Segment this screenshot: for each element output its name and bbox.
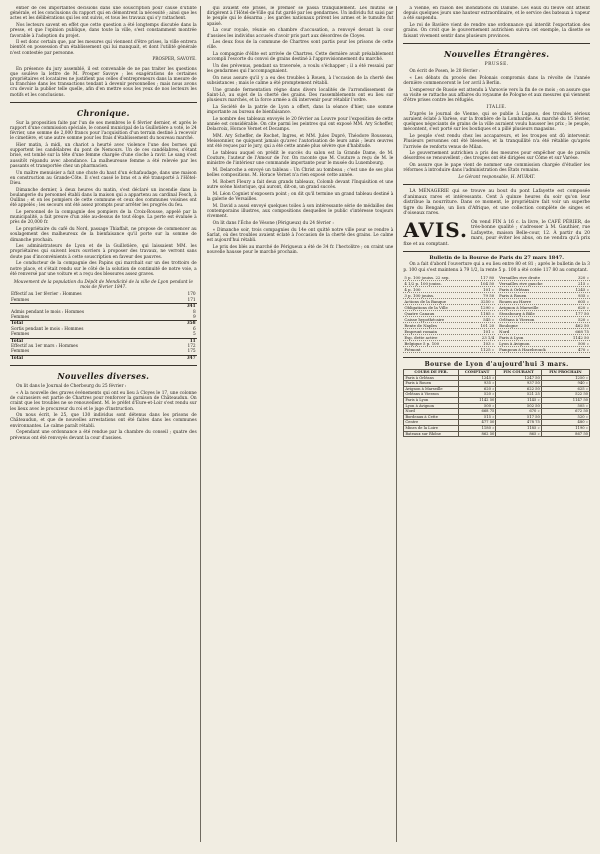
bourse-line-name: Bordeaux à Cette	[404, 414, 459, 420]
bourse-price: 1250 »	[541, 375, 589, 381]
bourse-price: 520 »	[458, 392, 495, 398]
paragraph: Sur la proposition faite par l'un de ses membres le 6 février dernier, et après le rapport d'une commission spéciale, le conseil municipal de la Guillotière a voté, le 24 février, une somme de 2,000 francs pour l'acquisition d'un terrain destiné à recevoir le cimetière, et une autre somme pour les frais d'établissement du nouveau marché.	[10, 120, 197, 142]
security-price: 470 »	[565, 346, 590, 352]
bourse-line-name: Orléans à Vierzon	[404, 392, 459, 398]
bourse-price: 1185 »	[496, 426, 541, 432]
population-label: Admis pendant le mois : Hommes	[11, 309, 85, 315]
paragraph: Les administrateurs de Lyon et de la Guillotière, qui laissaient MM. les propriétaires qui suivent leurs ouvriers à proposer des travaux, ne verront sans doute pas d'inconvénients à cette souscription en faveur des pauvres.	[10, 244, 197, 260]
subhead-prusse: PRUSSE.	[484, 61, 509, 67]
avis-heading: AVIS.	[403, 217, 468, 242]
bourse-line-name: Paris à Rouen	[404, 381, 459, 387]
paragraph: Un maître menuisier a fait une chute du haut d'un échafaudage, dans une maison en construction au Grande-Côte. Il s'est cassé le bras et a été transporté à l'Hôtel-Dieu.	[10, 170, 197, 186]
paragraph: « A la nouvelle des graves événements qui ont eu lieu à Cloyes le 17, une colonne de cuirassiers est partie de Chartres pour renforcer la garnison de Châteaudun. On craint que les troubles ne se renouvellent. M. le préfet d'Eure-et-Loir s'est rendu sur les lieux avec le procureur du roi et le juge d'instruction.	[10, 390, 197, 412]
bourse-row	[404, 431, 590, 437]
paragraph: « Dimanche soir, trois compagnies du 14e ont quitté notre ville pour se rendre à Sarlat, où des troubles avaient éclaté à l'occasion de la cherté des grains. Le calme est aujourd'hui rétabli.	[206, 227, 394, 244]
bourse-header: FIN PROCHAIN	[541, 370, 589, 376]
security-price: 3250 »	[472, 298, 495, 304]
bourse-line-name: Nord	[404, 409, 459, 415]
bourse-price: 520 »	[541, 414, 589, 420]
security-name: Orléans à Vierzon	[498, 316, 565, 322]
security-price: 1125 »	[472, 346, 495, 352]
population-label: Femmes	[11, 314, 30, 320]
security-price: 605 »	[565, 298, 590, 304]
security-price: 101 »	[472, 328, 495, 334]
paragraph: M. Delaroche a envoyé un tableau : Un Christ au tombeau ; c'est une de ses plus belles compositions. M. Horace Vernet n'a rien exposé cette année.	[206, 168, 394, 179]
security-name: Obligations de la Ville	[403, 304, 472, 310]
price-row	[498, 346, 590, 352]
security-price: 935 »	[565, 292, 590, 298]
paragraph: Un des prévenus, pendant sa traversée, a voulu s'échapper ; il a été ressaisi par les gendarmes qui l'accompagnaient.	[206, 64, 394, 75]
bourse-price: 1245 »	[458, 375, 495, 381]
bourse-price: 862 50	[458, 431, 495, 437]
security-price: 103 »	[472, 340, 495, 346]
population-value: 358	[173, 321, 197, 327]
intro-signature: PROSPER, SAVOYE.	[152, 57, 197, 63]
bourse-price: 522 50	[541, 392, 589, 398]
population-value: 175	[187, 349, 196, 355]
bourse-line-name: Paris à Orléans	[404, 375, 459, 381]
paragraph: On nous assure qu'il y a eu des troubles à Rouen, à l'occasion de la cherté des subsistances ; mais le calme a été promptement rétabli.	[206, 75, 394, 87]
bourse-line-name: Paris à Lyon	[404, 398, 459, 404]
bourse-line-name: Avignon à Marseille	[404, 386, 459, 392]
paragraph: Le conducteur de la compagnie des Papins qui marchait sur un des trottoirs de notre place, et s'était rendu sur le côté de la solution de continuité de notre voie, a été renversé par une voiture et a reçu des blessures assez graves.	[10, 261, 197, 277]
bourse-paris-title: Bulletin de la Bourse de Paris du 27 mars 1847.	[429, 255, 564, 262]
bourse-price: 867 50	[541, 431, 589, 437]
paragraph: MM. Ary Scheffer, de Rochet, Ingres, et MM. Jules Dupré, Théodore Rousseau, Meissonnier, ne quiquent jamais qu'avec l'autorisation de leurs amis ; leurs œuvres ont été reçues par le jury, qui a été cette année plus sévère que d'habitude.	[206, 133, 394, 150]
security-name: Piémont	[403, 346, 472, 352]
paragraph: On lit dans l'Écho de Vésone (Périgueux) du 24 février :	[212, 221, 334, 227]
bourse-price: 622 50	[496, 386, 541, 392]
security-price: 462 50	[565, 322, 590, 328]
paragraph: M. Robert Fleury a fait deux grands tableaux, Colomb devant l'Inquisition et une autre scène historique, qui auront, dit-on, un grand succès.	[206, 180, 394, 191]
paragraph: Le nombre des tableaux envoyés le 20 février au Louvre pour l'exposition de cette année est considérable. On cite parmi les peintres qui ont exposé MM. Ary Scheffer, Delacroix, Horace Vernet et Decamps.	[206, 116, 394, 133]
population-value: 9	[192, 314, 196, 320]
population-value: 6	[192, 326, 196, 332]
security-price: 1245 »	[565, 286, 590, 292]
bourse-price: 935 »	[458, 381, 495, 387]
price-table-right	[498, 275, 590, 353]
italie-body	[403, 112, 590, 174]
prusse-body	[403, 69, 590, 103]
security-price: 1185 »	[472, 310, 495, 316]
paragraph: Dimanche dernier, à deux heures du matin, s'est déclaré un incendie dans la boulangerie du personnel établi dans la maison qui a appartenu au cardinal Fesch, à Oullins ; et on les pompiers de cette commune et ceux des communes voisines ont été appelés ; les secours ont été assez prompts pour arrêter les progrès du feu.	[10, 187, 197, 209]
paragraph: En présence du jury assemblé, il est convenable de ne pas traiter les questions que soulève la lettre de M. Prosper Savoye ; les exagérations de certaines propriétaires et locataires ne justifient pas celles d'entrepreneurs dans la mesure de la franchise dans les transactions tendant à devenir personnelles ; mais nous avons cru devoir la publier telle quelle, afin d'en mettre sous les yeux de nos lecteurs les motifs et les conclusions.	[10, 66, 197, 98]
security-price: 500 »	[565, 340, 590, 346]
bourse-price: 480 »	[541, 420, 589, 426]
paragraph: qui avaient été prises, le premier se passa tranquillement. Les mutins se dirigèrent à l'Hôtel-de-Ville qui fut gardé par les gendarmes. Un individu fut saisi par le peuple qui le désarma ; les gardes nationaux prirent les armes et le tumulte fut apaisé.	[206, 6, 394, 27]
bourse-lyon-table	[403, 369, 590, 437]
bourse-price: 672 50	[541, 409, 589, 415]
bourse-lyon-title: Bourse de Lyon d'aujourd'hui 3 mars.	[424, 360, 569, 368]
column-2-body	[207, 6, 394, 255]
security-price: 215 »	[565, 280, 590, 286]
security-name: 3 p. 100 jouiss.	[403, 292, 472, 298]
security-name: Fampoux à Hazebrouck	[498, 346, 565, 352]
bourse-price: 670 »	[496, 409, 541, 415]
security-name: Boulogne	[498, 322, 565, 328]
divider	[403, 43, 590, 44]
paragraph: Cependant une ordonnance a été rendue par la chambre du conseil ; quatre des prévenus ont été renvoyés devant la cour d'assises.	[10, 430, 197, 441]
paragraph: La Société de la patrie de Lyon a offert, dans la séance d'hier, une somme importante au bureau de bienfaisance.	[206, 104, 394, 116]
paragraph: à Vienne, en raison des inondations du Danube. Les eaux du fleuve ont atteint depuis quelques jours une hauteur extraordinaire, et le service des bateaux à vapeur a été suspendu.	[403, 6, 590, 22]
population-row	[10, 355, 197, 361]
population-value: 172	[187, 344, 196, 349]
bourse-price: 500 »	[458, 403, 495, 409]
paragraph: L'empereur de Russie est attendu à Varsovie vers la fin de ce mois ; on assure que sa visite se rattache aux affaires du royaume de Pologne et aux mesures qui viennent d'être prises contre les réfugiés.	[403, 87, 590, 103]
population-value: 5	[192, 332, 196, 338]
security-price: 79 50	[472, 292, 495, 298]
paragraph: « Les débats du procès des Polonais compromis dans la révolte de l'année dernière commenceront le 1er avril à Berlin.	[403, 75, 590, 86]
divider	[10, 365, 197, 366]
paragraph: La compagnie d'élite est arrivée de Chartres. Cette dernière avait préalablement accompli l'escorte du convoi de grains destiné à l'approvisionnement du marché.	[206, 52, 394, 63]
paragraph: Il est donc certain que, par les mesures qui viennent d'être prises, la ville entrera bientôt en possession d'un établissement qui lui manquait, et dont l'utilité générale n'est contestée par personne.	[10, 40, 197, 56]
bourse-price: 478 75	[496, 420, 541, 426]
paragraph: On nous écrit, le 25, que 130 individus sont détenus dans les prisons de Châteaudun, et que de nouvelles arrestations ont été faites dans les communes environnantes. Le calme paraît rétabli.	[10, 413, 197, 429]
section-title-nouvelles-diverses: Nouvelles diverses.	[57, 371, 150, 382]
security-price: 1142 50	[565, 334, 590, 340]
paragraph: Une grande fermentation règne dans divers localités de l'arrondissement de Saint-Lô, au sujet de la cherté des grains. Des rassemblements ont eu lieu sur plusieurs marchés, et la force armée a dû intervenir pour rétablir l'ordre.	[206, 87, 394, 104]
bourse-price: 517 50	[496, 414, 541, 420]
security-name: Paris à Rouen	[498, 292, 565, 298]
paragraph: Le propriétaire du café du Nord, passage Thiaffait, ne propose de commencer au soulagement des malheureux de la bienfaisance qu'il porte sur la somme de dimanche prochain.	[10, 227, 197, 243]
bourse-line-name: Centre	[404, 420, 459, 426]
bourse-price: 1190 »	[541, 426, 589, 432]
column-3	[403, 6, 590, 842]
security-name: 4 p. 100	[403, 286, 472, 292]
security-name: Versailles rive droite	[498, 275, 565, 281]
chronique-body	[10, 121, 197, 277]
paragraph: La cour royale, réunie en chambre d'accusation, a renvoyé devant la cour d'assises les individus accusés d'avoir pris part aux désordres de Cloyes.	[206, 28, 394, 39]
paragraph: Le roi de Bavière vient de rendre une ordonnance qui interdit l'exportation des grains. On croit que le gouvernement autrichien suivra cet exemple, la disette se faisant vivement sentir dans plusieurs provinces.	[403, 23, 590, 39]
price-row	[403, 346, 495, 352]
population-label: Femmes	[11, 332, 30, 338]
bourse-price: 865 »	[496, 431, 541, 437]
divider	[10, 102, 197, 103]
population-label: Total	[10, 321, 173, 327]
security-name: Paris à Lyon	[498, 334, 565, 340]
nouvelles-body	[10, 384, 197, 441]
security-price: 620 »	[565, 304, 590, 310]
population-value: 170	[187, 292, 196, 298]
bourse-price: 1142 50	[458, 398, 495, 404]
population-label: Effectif au 1er mars : Hommes	[11, 344, 78, 349]
security-price: 668 75	[565, 328, 590, 334]
security-price: 520 »	[565, 316, 590, 322]
security-price: 101 »	[472, 286, 495, 292]
menagerie-ad: LA MÉNAGERIE qui se trouve au bout du pont Lafayette est composée d'animaux rares et intéressants. Cent à quinze heures du soir qu'on leur distribue la nourriture. Dans ce moment, le propriétaire fait voir un superbe tigre du Bengale, un lion d'Afrique, et une collection complète de singes et d'oiseaux rares.	[403, 189, 590, 217]
bourse-price: 1147 50	[541, 398, 589, 404]
bourse-line-name: Mines de la Loire	[404, 426, 459, 432]
price-table-left	[403, 275, 495, 353]
bourse-header: COMPTANT	[458, 370, 495, 376]
bourse-price: 620 »	[458, 386, 495, 392]
population-value: 171	[187, 297, 196, 303]
population-label: Femmes	[11, 297, 30, 303]
paragraph: Nos lecteurs savent en effet que cette question a été longtemps discutée dans la presse, et que l'opinion publique, dans toute la ville, s'est constamment montrée favorable à l'adoption du projet.	[10, 23, 197, 39]
security-name: Paris à Orléans	[498, 286, 565, 292]
bourse-line-name: Bateaux sur Rhône	[404, 431, 459, 437]
security-name: Emprunt romain	[403, 328, 472, 334]
paragraph: Le gouvernement autrichien a pris des mesures pour empêcher que de pareils désordres se renouvellent ; des troupes ont été dirigées sur Côme et sur Varèse.	[403, 151, 590, 162]
editor-note	[10, 67, 197, 98]
intro-article	[10, 6, 197, 56]
security-name: 5 p. 100 jouiss. 22 sep.	[403, 275, 472, 281]
paragraph: Le peuple s'est rendu chez les accapareurs, et les troupes ont dû intervenir. Plusieurs personnes ont été blessées, et la tranquillité n'a été rétablie qu'après l'arrivée de renforts venus de Milan.	[403, 134, 590, 150]
divider	[403, 184, 590, 185]
bourse-line-name: Lyon à Avignon	[404, 403, 459, 409]
divider	[403, 357, 590, 358]
bourse-header: FIN COURANT	[496, 370, 541, 376]
security-name: Rouen au Havre	[498, 298, 565, 304]
security-name: Caisse hypothécaire	[403, 316, 472, 322]
security-name: Rente de Naples	[403, 322, 472, 328]
paragraph: Les deux fous de la commune de Chartres sont partis pour les prisons de cette ville.	[206, 40, 394, 51]
bourse-price: 1247 50	[496, 375, 541, 381]
security-name: Lyon à Avignon	[498, 340, 565, 346]
bourse-price: 1145 »	[496, 398, 541, 404]
security-name: 4 1/2 p. 100 jouiss.	[403, 280, 472, 286]
security-price: 117 80	[472, 275, 495, 281]
column-2	[207, 6, 398, 842]
bourse-price: 505 »	[541, 403, 589, 409]
column-1	[10, 6, 201, 842]
subhead-italie: ITALIE.	[486, 104, 507, 110]
security-name: Strasbourg à Bâle	[498, 310, 565, 316]
paragraph: On assure que le pape vient de nommer une commission chargée d'étudier les réformes à introduire dans l'administration des États romains.	[403, 163, 590, 174]
divider	[403, 251, 590, 252]
population-table-caption: Mouvement de la population du Dépôt de Mendicité de la ville de Lyon pendant le mois de février 1847.	[13, 279, 193, 291]
bourse-price: 625 »	[541, 386, 589, 392]
bourse-price: 521 25	[496, 392, 541, 398]
security-name: Esp. dette active	[403, 334, 472, 340]
bourse-header: COURS DE FER.	[404, 370, 459, 376]
paragraph: entier de ces importantes décisions dans une souscription pour cause d'utilité générale, et les conclusions du rapport qui en démontrent la nécessité ; ainsi que les actes et les délibérations qui les ont suivis, et tous les travaux qui s'y rattachent.	[10, 6, 197, 22]
paragraph: D'après le journal de Vienne, qui se publie à Lugano, des troubles sérieux auraient éclaté à Varèse, sur la frontière de la Lombardie. Au marché du 15 février, quelques négociants de grains de la ville auraient voulu hausser les prix ; le peuple, mécontent, s'est porté sur les boutiques et a pillé plusieurs magasins.	[403, 111, 590, 133]
population-label: Total	[10, 355, 173, 361]
newspaper-page	[10, 6, 590, 842]
security-name: Actions de la Banque	[403, 298, 472, 304]
paragraph: Hier matin, à midi, un chariot a heurté avec violence l'une des bornes qui supportent les candélabres du pont de Nemours. Un de ces candélabres, s'étant brisé, est tombé sur la tête d'une femme chargée d'une cloche à ravir. Le sang s'est aussitôt répandu avec abondance. La malheureuse femme a été relevée par les passants et transportée chez un pharmacien.	[10, 143, 197, 169]
population-value: 8	[192, 309, 196, 315]
bourse-price: 515 »	[458, 414, 495, 420]
security-name: Versailles rive gauche	[498, 280, 565, 286]
population-label: Femmes	[11, 349, 30, 355]
security-price: 177 50	[565, 310, 590, 316]
column-3-top	[403, 6, 590, 39]
gerant-line: Le Gérant responsable, H. MURAT.	[458, 175, 535, 181]
section-title-nouvelles-etrangeres: Nouvelles Étrangères.	[444, 48, 550, 59]
avis-ad	[403, 217, 590, 248]
security-name: Nord	[498, 328, 565, 334]
population-value: 341	[173, 304, 197, 310]
paragraph: Le personnel de la compagnie des pompiers de la Croix-Rousse, appelé par la municipalité, a fait preuve d'un zèle au-dessus de tout éloge. La perte est évaluée à près de 20,000 fr.	[10, 210, 197, 226]
paragraph: Le prix des blés au marché de Périgueux a été de 34 fr. l'hectolitre ; on craint une nouvelle hausse pour le marché prochain.	[206, 244, 394, 256]
security-name: Belgique 5 p. 100	[403, 340, 472, 346]
security-price: 545 »	[472, 316, 495, 322]
security-price: 1290 »	[472, 304, 495, 310]
bourse-paris-text: On a fait d'abord l'ouverture qui a eu lieu entre 80 et 81 ; après le bulletin de la 3 p. 100 qui s'est maintenu à 79 1/2, la rente 5 p. 100 a été cotée 117 80 au comptant.	[403, 262, 590, 273]
paragraph: On écrit de Posen, le 20 février :	[409, 68, 481, 74]
paragraph: M. Léon Cogniet n'exposera point ; on dit qu'il termine un grand tableau destiné à la galerie de Versailles.	[206, 192, 394, 203]
security-price: 23 1/4	[472, 334, 495, 340]
paragraph: M. David a aussi envoyé quelques toiles à son intéressante série de médailles des contemporains illustres, aux compositions desquelles le public s'intéresse toujours vivement.	[206, 203, 394, 220]
bourse-price: 502 50	[496, 403, 541, 409]
population-label: Total	[10, 338, 173, 344]
population-label: Sortis pendant le mois : Hommes	[11, 326, 84, 332]
avis-text: On vend FIN à 16 c. la livre, le CAFÉ PÉRIER, de très-bonne qualité ; s'adresser à M. Gauthier, rue Lafayette, maison Belle-cour, 12. À partir du 20 mars, pour éviter les abus, on ne vendra qu'à prix fixe et au comptant.	[403, 219, 590, 247]
bourse-price: 1180 »	[458, 426, 495, 432]
population-value: 347	[173, 355, 197, 361]
bourse-price: 940 »	[541, 381, 589, 387]
population-value: 11	[173, 338, 197, 344]
bourse-price: 937 50	[496, 381, 541, 387]
security-name: Quatre Canaux	[403, 310, 472, 316]
price-tables	[403, 275, 590, 353]
security-price: 104 50	[472, 280, 495, 286]
bourse-price: 668 75	[458, 409, 495, 415]
section-title-chronique: Chronique.	[76, 107, 130, 118]
paragraph: Le tableau auquel on prédit le succès du salon est la Grande Dame, de M. Couture, l'auteur de l'Amour de l'or. On raconte que M. Couture a reçu de M. le ministre de l'intérieur une commande importante pour le musée du Luxembourg.	[206, 151, 394, 167]
price-row	[403, 275, 495, 281]
security-price: 101 20	[472, 322, 495, 328]
bourse-price: 477 50	[458, 420, 495, 426]
population-label: Effectif au 1er février : Hommes	[11, 292, 82, 298]
security-price: 320 »	[565, 275, 590, 281]
population-table	[10, 292, 197, 361]
security-name: Avignon à Marseille	[498, 304, 565, 310]
paragraph: On lit dans le Journal de Cherbourg du 25 février :	[16, 384, 127, 390]
